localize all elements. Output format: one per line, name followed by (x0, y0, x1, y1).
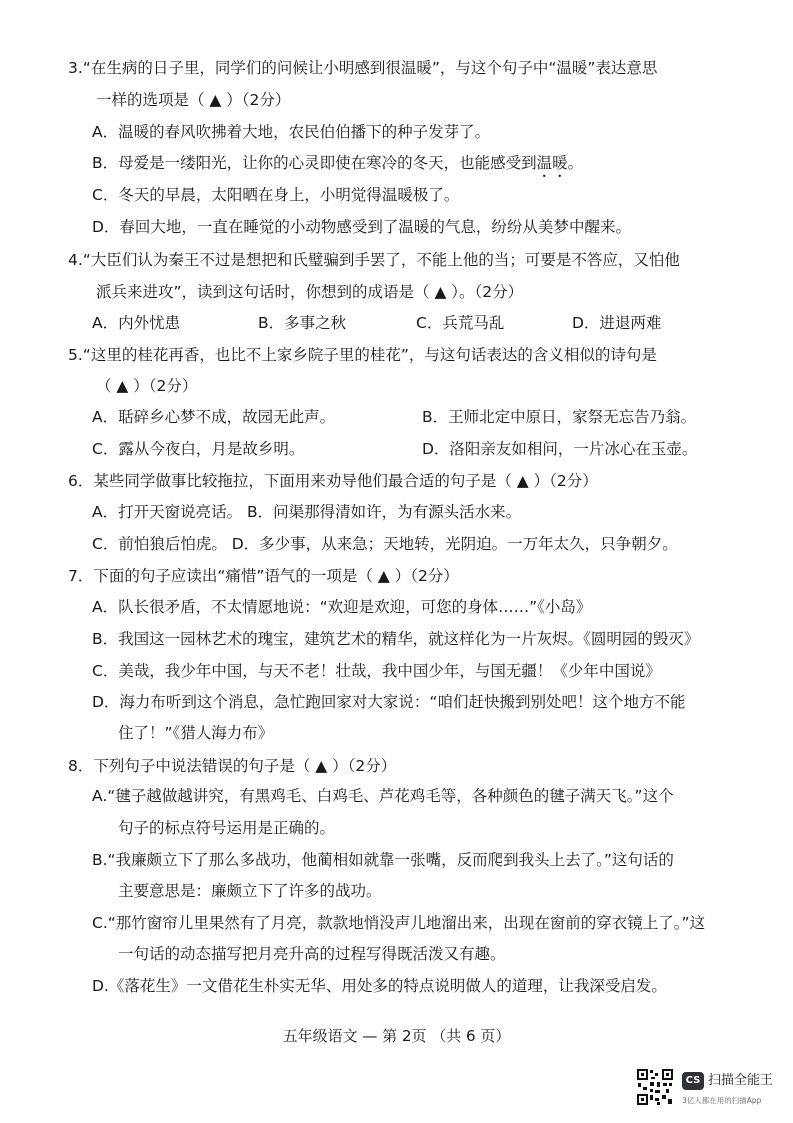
q3-option-a: A．温暖的春风吹拂着大地，农民伯伯播下的种子发芽了。 (92, 123, 491, 141)
q8-stem: 8．下列句子中说法错误的句子是（ ▲ ）（2分） (68, 757, 397, 775)
q6-options-ab: A．打开天窗说亮话。 B．问渠那得清如许，为有源头活水来。 (92, 503, 522, 521)
qr-code-icon (636, 1068, 674, 1106)
q5-option-d: D．洛阳亲友如相问，一片冰心在玉壶。 (422, 440, 698, 458)
q8-option-a-line1: A.“毽子越做越讲究，有黑鸡毛、白鸡毛、芦花鸡毛等，各种颜色的毽子满天飞。”这个 (92, 787, 674, 805)
q5-option-c: C．露从今夜白，月是故乡明。 (92, 440, 305, 458)
q4-option-b: B．多事之秋 (258, 314, 347, 332)
scanner-tagline: 3亿人都在用的扫描App (682, 1096, 762, 1105)
q5-option-b: B．王师北定中原日，家祭无忘告乃翁。 (422, 408, 697, 426)
q4-stem-line1: 4.“大臣们认为秦王不过是想把和氏璧骗到手罢了，不能上他的当；可要是不答应，又怕他 (68, 251, 680, 269)
q5-stem-line1: 5.“这里的桂花再香，也比不上家乡院子里的桂花”，与这句话表达的含义相似的诗句是 (68, 346, 657, 364)
page-footer: 五年级语文 — 第 2页 （共 6 页） (282, 1027, 511, 1045)
q3-option-b-text: B．母爱是一缕阳光，让你的心灵即使在寒冷的冬天，也能感受到 (92, 154, 537, 172)
scanner-watermark (636, 1068, 786, 1112)
q3-option-b (92, 153, 583, 181)
scanner-app-name: 扫描全能王 (708, 1073, 774, 1088)
cs-logo-icon: CS (682, 1072, 704, 1090)
q4-stem-line2: 派兵来进攻”，读到这句话时，你想到的成语是（ ▲ ）。（2分） (96, 283, 524, 301)
q7-option-d-line1: D．海力布听到这个消息，急忙跑回家对大家说：“咱们赶快搬到别处吧！这个地方不能 (92, 693, 686, 711)
q7-option-a: A．队长很矛盾，不太情愿地说：“欢迎是欢迎，可您的身体……”《小岛》 (92, 598, 592, 616)
q4-option-c: C．兵荒马乱 (416, 314, 505, 332)
q8-option-b-line2: 主要意思是：廉颇立下了许多的战功。 (118, 882, 382, 900)
q5-stem-line2: （ ▲ ）（2分） (96, 377, 198, 395)
q3-option-b-emphasis: 温暖 (536, 154, 568, 172)
q7-option-b: B．我国这一园林艺术的瑰宝，建筑艺术的精华，就这样化为一片灰烬。《圆明园的毁灭》 (92, 630, 700, 648)
q3-option-c: C．冬天的早晨，太阳晒在身上，小明觉得温暖极了。 (92, 186, 460, 204)
q8-option-b-line1: B.“我廉颇立下了那么多战功，他蔺相如就靠一张嘴，反而爬到我头上去了。”这句话的 (92, 851, 674, 869)
q3-option-b-end: 。 (567, 154, 584, 172)
q8-option-c-line2: 一句话的动态描写把月亮升高的过程写得既活泼又有趣。 (118, 945, 506, 963)
q4-option-d: D．进退两难 (572, 314, 662, 332)
q8-option-a-line2: 句子的标点符号运用是正确的。 (118, 819, 336, 837)
q7-option-d-line2: 住了！”《猎人海力布》 (118, 724, 274, 742)
q6-stem: 6．某些同学做事比较拖拉，下面用来劝导他们最合适的句子是（ ▲ ）（2分） (68, 472, 598, 490)
q7-stem: 7．下面的句子应读出“痛惜”语气的一项是（ ▲ ）（2分） (68, 567, 459, 585)
q8-option-c-line1: C.“那竹窗帘儿里果然有了月亮，款款地悄没声儿地溜出来，出现在窗前的穿衣镜上了。”这 (92, 914, 706, 932)
q7-option-c: C．美哉，我少年中国，与天不老！壮哉，我中国少年，与国无疆！《少年中国说》 (92, 662, 661, 680)
q5-option-a: A．聒碎乡心梦不成，故园无此声。 (92, 408, 336, 426)
q8-option-d: D.《落花生》一文借花生朴实无华、用处多的特点说明做人的道理，让我深受启发。 (92, 977, 667, 995)
q3-stem-line2: 一样的选项是（ ▲ ）（2分） (96, 91, 291, 109)
q4-option-a: A．内外忧患 (92, 314, 181, 332)
q3-option-d: D．春回大地，一直在睡觉的小动物感受到了温暖的气息，纷纷从美梦中醒来。 (92, 218, 631, 236)
q3-stem-line1: 3.“在生病的日子里，同学们的问候让小明感到很温暖”，与这个句子中“温暖”表达意思 (68, 59, 658, 77)
q6-options-cd: C．前怕狼后怕虎。 D．多少事，从来急；天地转，光阴迫。一万年太久，只争朝夕。 (92, 535, 678, 553)
